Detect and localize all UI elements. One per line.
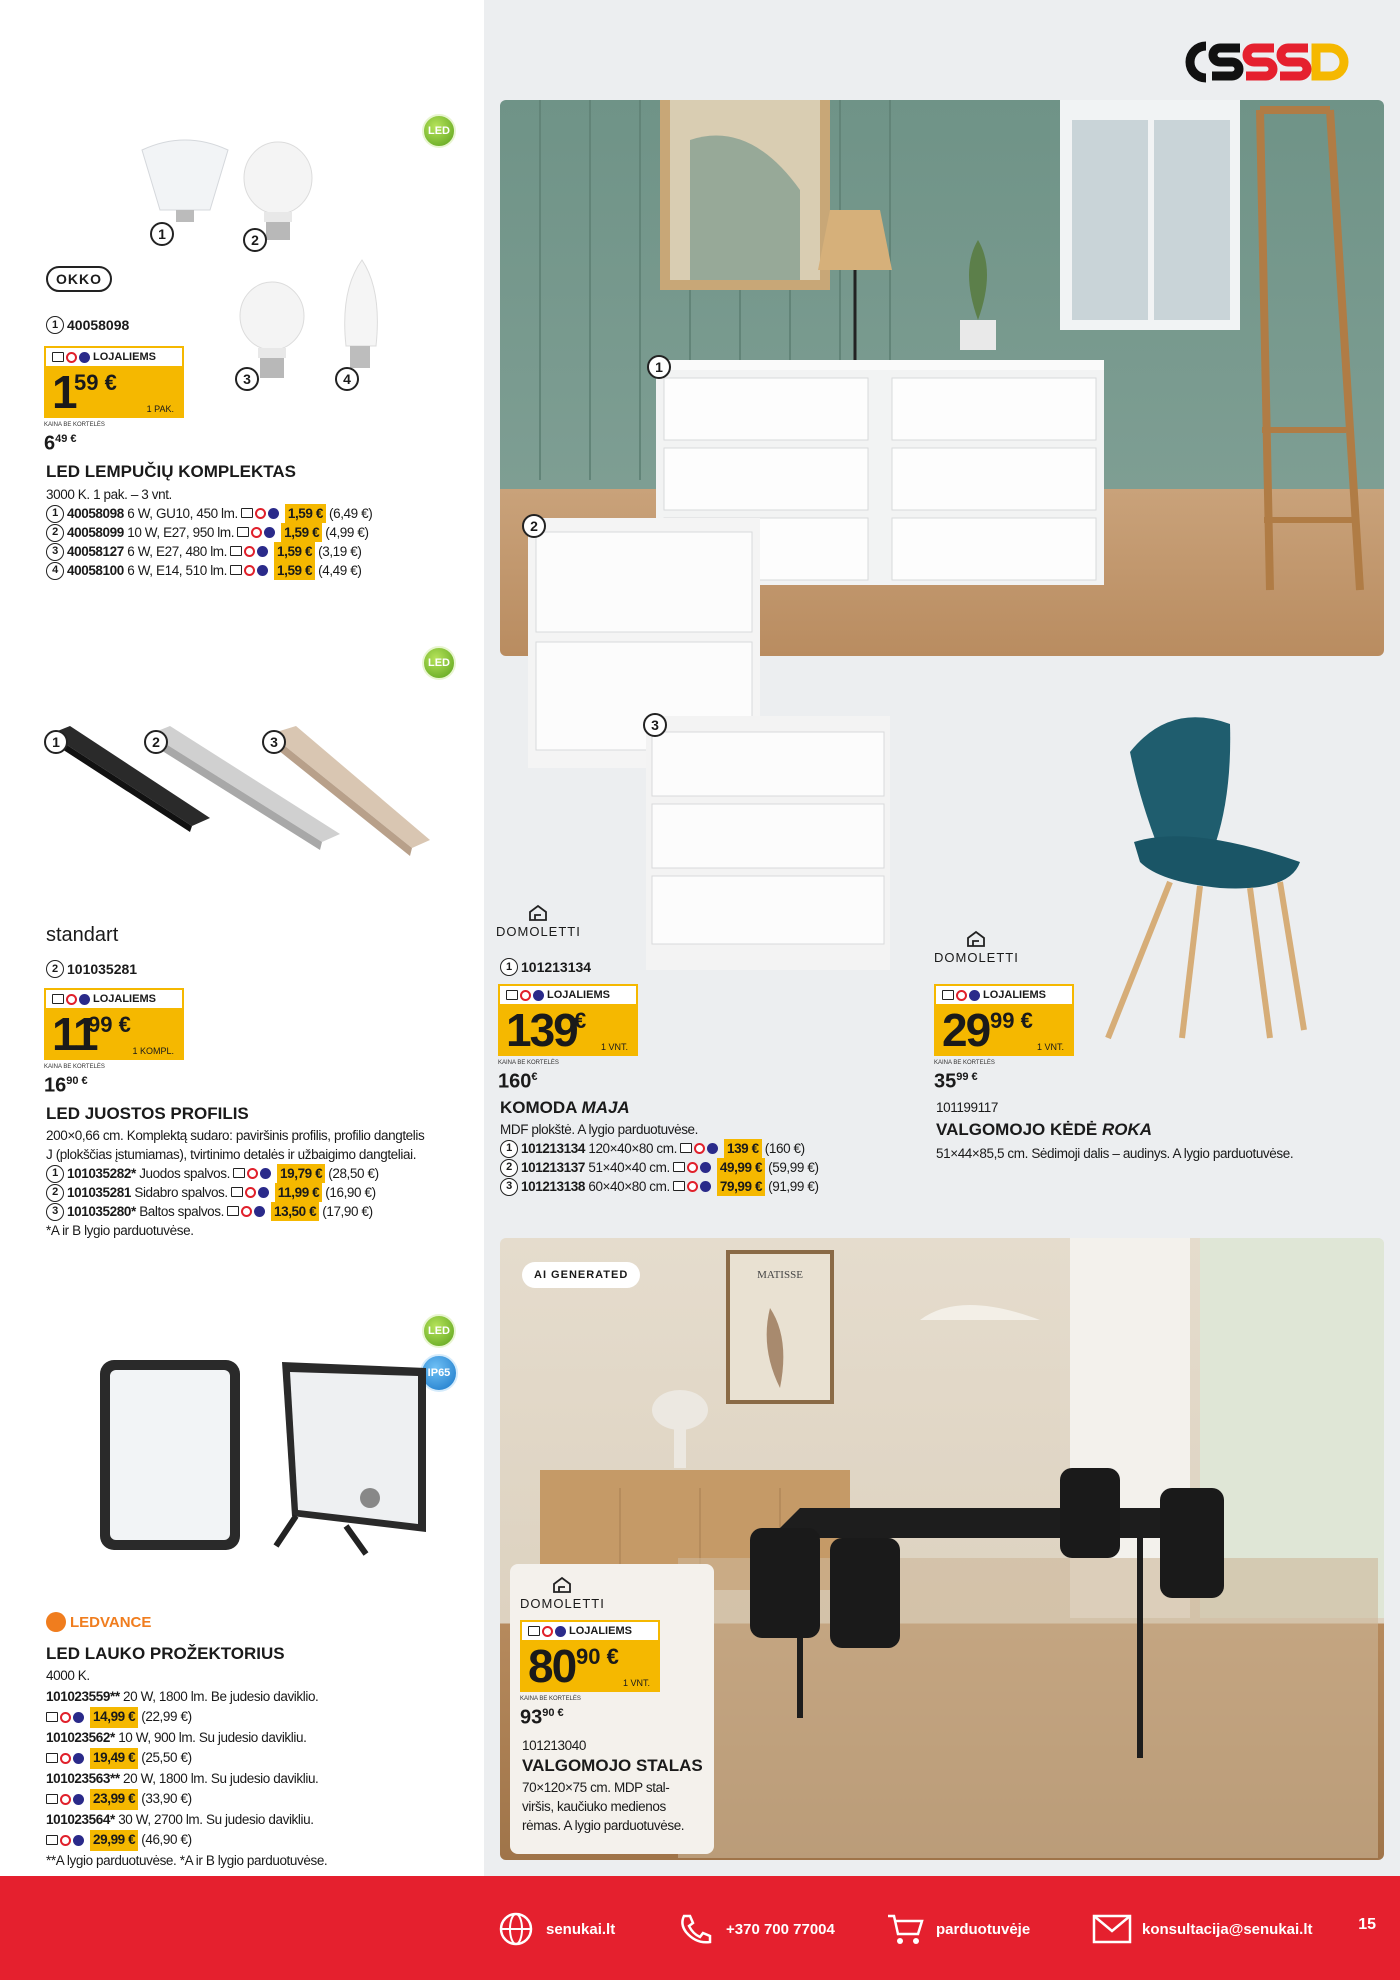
house-icon [552, 1576, 572, 1594]
house-icon [528, 904, 548, 922]
domoletti-brand: DOMOLETTI [934, 930, 1019, 965]
p-icon [79, 352, 90, 363]
card-icon [52, 352, 64, 362]
footer-phone-link[interactable]: +370 700 77004 [676, 1912, 835, 1946]
price-block: LOJALIEMS 1 59 € 1 PAK. KAINA BE KORTELĖS $6^{49 €}$ [44, 346, 184, 455]
product-title: LED LEMPUČIŲ KOMPLEKTAS [46, 462, 296, 481]
footer-store-link[interactable]: parduotuvėje [886, 1912, 1030, 1946]
product-spec: 3000 K. 1 pak. – 3 vnt. 1 40058098 6 W, GU10, 450 lm. 1,59 € (6,49 €) 2 40058099 10 W, E27, 950 lm. 1,59 € (4,99 €) 3 40058127 6 W, E27, 480 lm. 1,59 € (3,19 €) 4 40058100 6 W, E14, 510 lm. 1,59 € (4,49 €) [46, 487, 373, 578]
no-card-icon [66, 352, 77, 363]
domoletti-brand: DOMOLETTI [520, 1576, 605, 1611]
floodlight-image [96, 1356, 436, 1556]
ai-generated-tag: AI GENERATED [522, 1262, 640, 1288]
led-badge: LED [422, 1314, 456, 1348]
ledvance-brand: LEDVANCE [46, 1612, 151, 1632]
product-title: VALGOMOJO STALAS [522, 1756, 703, 1775]
product-code: 1 101213134 [500, 958, 591, 976]
callout-4: 4 [335, 367, 359, 391]
footer-email-link[interactable]: konsultacija@senukai.lt [1092, 1912, 1313, 1946]
globe-icon [496, 1912, 536, 1946]
price-block: LOJALIEMS 29 99 € 1 VNT. KAINA BE KORTELĖS $35^{99 €}$ [934, 984, 1074, 1093]
product-code: 1 40058098 [46, 316, 129, 334]
led-badge: LED [422, 646, 456, 680]
callout-1: 1 [150, 222, 174, 246]
chair-roka-image [1100, 712, 1310, 1042]
callout-3: 3 [262, 730, 286, 754]
callout-1: 1 [44, 730, 68, 754]
price-block: LOJALIEMS 80 90 € 1 VNT. KAINA BE KORTELĖS $93^{90 €}$ [520, 1620, 660, 1729]
house-icon [966, 930, 986, 948]
brand-logo [1176, 36, 1356, 88]
product-title: VALGOMOJO KĖDĖ ROKA [936, 1120, 1152, 1139]
ip65-badge: IP65 [420, 1354, 458, 1392]
mail-icon [1092, 1912, 1132, 1946]
product-spec: 51×44×85,5 cm. Sėdimoji dalis – audinys. A lygio parduotuvėse. [936, 1146, 1294, 1161]
product-spec: MDF plokštė. A lygio parduotuvėse. 1 101213134 120×40×80 cm. 139 € (160 €) 2 101213137 51×40×40 cm. 49,99 € (59,99 €) 3 101213138 60×40×80 cm. 79,99 € (91,99 €) [500, 1122, 819, 1194]
product-title: KOMODA MAJA [500, 1098, 630, 1117]
product-code: 101199117 [936, 1100, 998, 1115]
callout-3: 3 [643, 713, 667, 737]
price-block: LOJALIEMS 139 € 1 VNT. KAINA BE KORTELĖS 160€ [498, 984, 638, 1093]
product-code: 101213040 [522, 1738, 586, 1753]
product-title: LED JUOSTOS PROFILIS [46, 1104, 249, 1123]
led-badge: LED [422, 114, 456, 148]
phone-icon [676, 1912, 716, 1946]
matisse-poster: MATISSE [757, 1269, 803, 1281]
okko-brand: OKKO [46, 266, 112, 292]
callout-1: 1 [647, 355, 671, 379]
product-spec: 200×0,66 cm. Komplektą sudaro: paviršinis profilis, profilio dangtelis J (plokščias įstumiamas), tvirtinimo detalės ir užbaigimo dangteliai. 1 101035282* Juodos spalvos. 19,79 € (28,50 €) 2 101035281 Sidabro spalvos. 11,99 € (16,90 €) 3 101035280* Baltos spalvos. 13,50 € (17,90 €) *A ir B lygio parduotuvėse. [46, 1128, 425, 1238]
dresser-medium-image [646, 716, 890, 970]
callout-2: 2 [522, 514, 546, 538]
product-code: 2 101035281 [46, 960, 137, 978]
product-title: LED LAUKO PROŽEKTORIUS [46, 1644, 285, 1663]
cart-icon [886, 1912, 926, 1946]
callout-3: 3 [235, 367, 259, 391]
page-number: 15 [1358, 1916, 1376, 1933]
footer-bar [0, 1876, 1400, 1980]
led-profiles-image [40, 722, 440, 862]
domoletti-brand: DOMOLETTI [496, 904, 581, 939]
footer-website-link[interactable]: senukai.lt [496, 1912, 615, 1946]
standart-brand: standart [46, 924, 119, 946]
ledvance-logo-icon [46, 1612, 66, 1632]
product-spec: 70×120×75 cm. MDP stal- viršis, kaučiuko medienos rėmas. A lygio parduotuvėse. [522, 1780, 685, 1833]
callout-2: 2 [243, 228, 267, 252]
callout-2: 2 [144, 730, 168, 754]
price-block: LOJALIEMS 11 99 € 1 KOMPL. KAINA BE KORTELĖS $16^{90 €}$ [44, 988, 184, 1097]
product-spec: 4000 K. 101023559** 20 W, 1800 lm. Be judesio daviklio. 14,99 € (22,99 €) 101023562* 10 W, 900 lm. Su judesio davikliu. 19,49 € (25,50 €) 101023563** 20 W, 1800 lm. Su judesio davikliu. 23,99 € (33,90 €) 101023564* 30 W, 2700 lm. Su judesio davikliu. 29,99 € (46,90 €) **A lygio parduotuvėse. *A ir B lygio parduotuvėse. [46, 1668, 328, 1868]
